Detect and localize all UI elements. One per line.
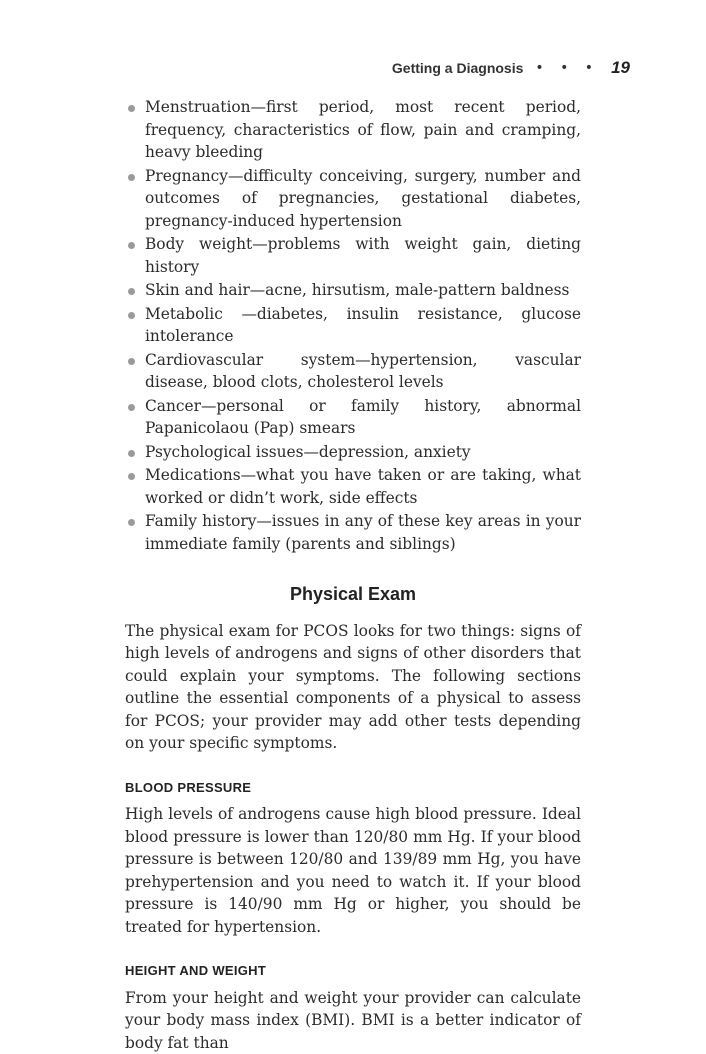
blood-pressure-heading: BLOOD PRESSURE [125, 777, 581, 800]
list-item: Cancer—personal or family history, abnormal Papanicolaou (Pap) smears [125, 395, 581, 440]
list-item: Family history—issues in any of these key areas in your immediate family (parents and siblings) [125, 510, 581, 555]
header-title: Getting a Diagnosis [392, 60, 523, 76]
list-item: Cardiovascular system—hypertension, vascular disease, blood clots, cholesterol levels [125, 349, 581, 394]
header-dots: • • • [535, 60, 599, 76]
list-item: Menstruation—first period, most recent period, frequency, characteristics of flow, pain and cramping, heavy bleeding [125, 96, 581, 164]
height-weight-text: From your height and weight your provider can calculate your body mass index (BMI). BMI is a better indicator of body fat than [125, 987, 581, 1054]
section-title: Physical Exam [125, 583, 581, 606]
list-item: Body weight—problems with weight gain, dieting history [125, 233, 581, 278]
history-bullet-list [125, 96, 581, 555]
physical-exam-intro: The physical exam for PCOS looks for two things: signs of high levels of androgens and signs of other disorders that could explain your symptoms. The following sections outline the essential components of a physical to assess for PCOS; your provider may add other tests depending on your specific symptoms. [125, 620, 581, 755]
list-item: Pregnancy—difficulty conceiving, surgery, number and outcomes of pregnancies, gestational diabetes, pregnancy-induced hypertension [125, 165, 581, 233]
list-item: Psychological issues—depression, anxiety [125, 441, 581, 464]
page-content [125, 96, 581, 1054]
running-header [0, 58, 630, 78]
list-item: Metabolic —diabetes, insulin resistance, glucose intolerance [125, 303, 581, 348]
page-number: 19 [611, 58, 630, 78]
list-item: Medications—what you have taken or are taking, what worked or didn’t work, side effects [125, 464, 581, 509]
height-weight-heading: HEIGHT AND WEIGHT [125, 960, 581, 983]
list-item: Skin and hair—acne, hirsutism, male-pattern baldness [125, 279, 581, 302]
blood-pressure-text: High levels of androgens cause high blood pressure. Ideal blood pressure is lower than 120/80 mm Hg. If your blood pressure is between 120/80 and 139/89 mm Hg, you have prehypertension and you need to watch it. If your blood pressure is 140/90 mm Hg or higher, you should be treated for hypertension. [125, 803, 581, 938]
